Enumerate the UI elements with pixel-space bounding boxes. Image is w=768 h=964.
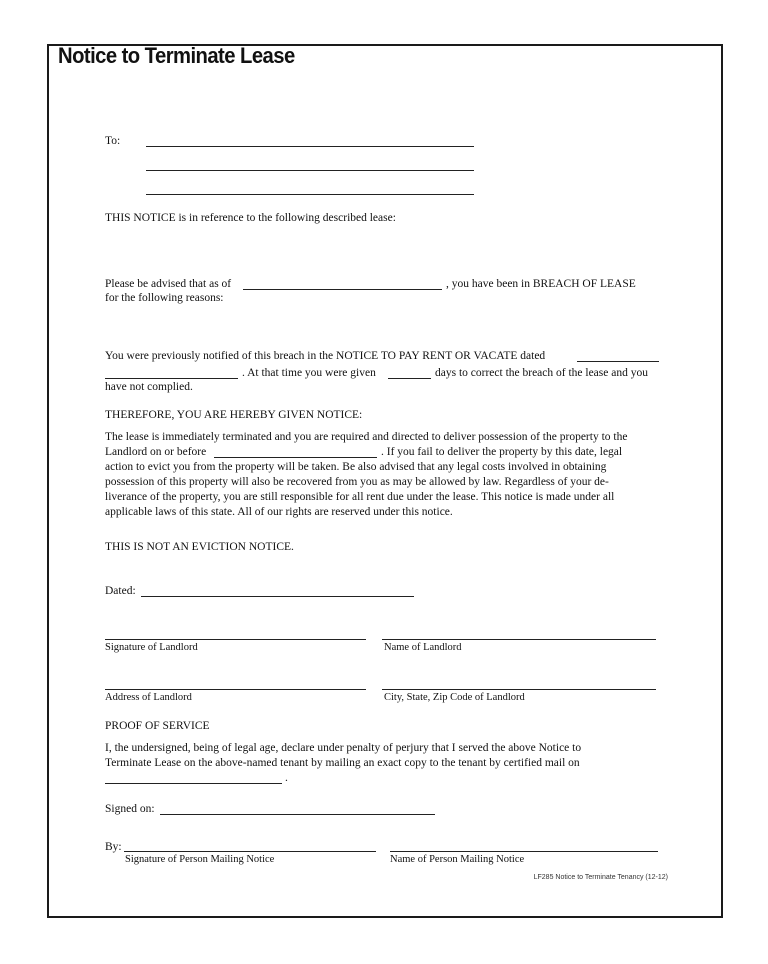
lease-line-2b: . If you fail to deliver the property by this date, legal: [381, 446, 623, 458]
proof-line-3-end: .: [285, 772, 288, 784]
lease-line-3: action to evict you from the property will be taken. Be also advised that any legal costs involved in obtaining: [105, 461, 607, 473]
signature-of-mailer-label: Signature of Person Mailing Notice: [125, 854, 275, 865]
proof-of-service-heading: PROOF OF SERVICE: [105, 720, 210, 732]
days-line[interactable]: [388, 378, 431, 379]
advised-prefix: Please be advised that as of: [105, 278, 232, 290]
mailer-signature-line[interactable]: [124, 851, 376, 852]
address-of-landlord-label: Address of Landlord: [105, 692, 192, 703]
signature-of-landlord-label: Signature of Landlord: [105, 642, 198, 653]
lease-line-1: The lease is immediately terminated and you are required and directed to deliver possession of the property to the: [105, 431, 628, 443]
prev-line-2b: days to correct the breach of the lease and you: [435, 367, 648, 379]
to-label: To:: [105, 135, 121, 147]
mailer-name-line[interactable]: [390, 851, 658, 852]
advised-line2: for the following reasons:: [105, 292, 224, 304]
breach-date-line[interactable]: [243, 289, 442, 290]
vacate-date-line[interactable]: [214, 457, 377, 458]
proof-line-2: Terminate Lease on the above-named tenant by mailing an exact copy to the tenant by certified mail on: [105, 757, 580, 769]
lease-line-5: liverance of the property, you are still responsible for all rent due under the lease. This notice is made under all: [105, 491, 615, 503]
lease-line-2a: Landlord on or before: [105, 446, 207, 458]
lease-line-4: possession of this property will also be recovered from you as may be allowed by law. Regardless of your de-: [105, 476, 609, 488]
proof-line-1: I, the undersigned, being of legal age, declare under penalty of perjury that I served the above Notice to: [105, 742, 582, 754]
therefore-heading: THEREFORE, YOU ARE HEREBY GIVEN NOTICE:: [105, 409, 363, 421]
name-of-landlord-label: Name of Landlord: [384, 642, 462, 653]
signed-on-line[interactable]: [160, 814, 435, 815]
page-title: Notice to Terminate Lease: [58, 43, 295, 68]
to-line-2[interactable]: [146, 170, 474, 171]
prev-line-2a: . At that time you were given: [242, 367, 376, 379]
landlord-address-line[interactable]: [105, 689, 366, 690]
mailing-date-line[interactable]: [105, 783, 282, 784]
landlord-signature-line[interactable]: [105, 639, 366, 640]
notice-date-line[interactable]: [577, 361, 659, 362]
signed-on-label: Signed on:: [105, 803, 155, 815]
to-line-1[interactable]: [146, 146, 474, 147]
advised-suffix: , you have been in BREACH OF LEASE: [446, 278, 636, 290]
notice-date-line-2[interactable]: [105, 378, 238, 379]
dated-label: Dated:: [105, 585, 136, 597]
name-of-mailer-label: Name of Person Mailing Notice: [390, 854, 525, 865]
lease-line-6: applicable laws of this state. All of our rights are reserved under this notice.: [105, 506, 453, 518]
to-line-3[interactable]: [146, 194, 474, 195]
form-footer-code: LF285 Notice to Terminate Tenancy (12-12): [533, 874, 668, 881]
prev-line-3: have not complied.: [105, 381, 193, 393]
not-eviction-notice: THIS IS NOT AN EVICTION NOTICE.: [105, 541, 294, 553]
prev-line-1: You were previously notified of this breach in the NOTICE TO PAY RENT OR VACATE dated: [105, 350, 546, 362]
city-state-zip-label: City, State, Zip Code of Landlord: [384, 692, 525, 703]
landlord-city-line[interactable]: [382, 689, 656, 690]
dated-line[interactable]: [141, 596, 414, 597]
landlord-name-line[interactable]: [382, 639, 656, 640]
by-label: By:: [105, 841, 122, 853]
reference-text: THIS NOTICE is in reference to the following described lease:: [105, 212, 396, 224]
